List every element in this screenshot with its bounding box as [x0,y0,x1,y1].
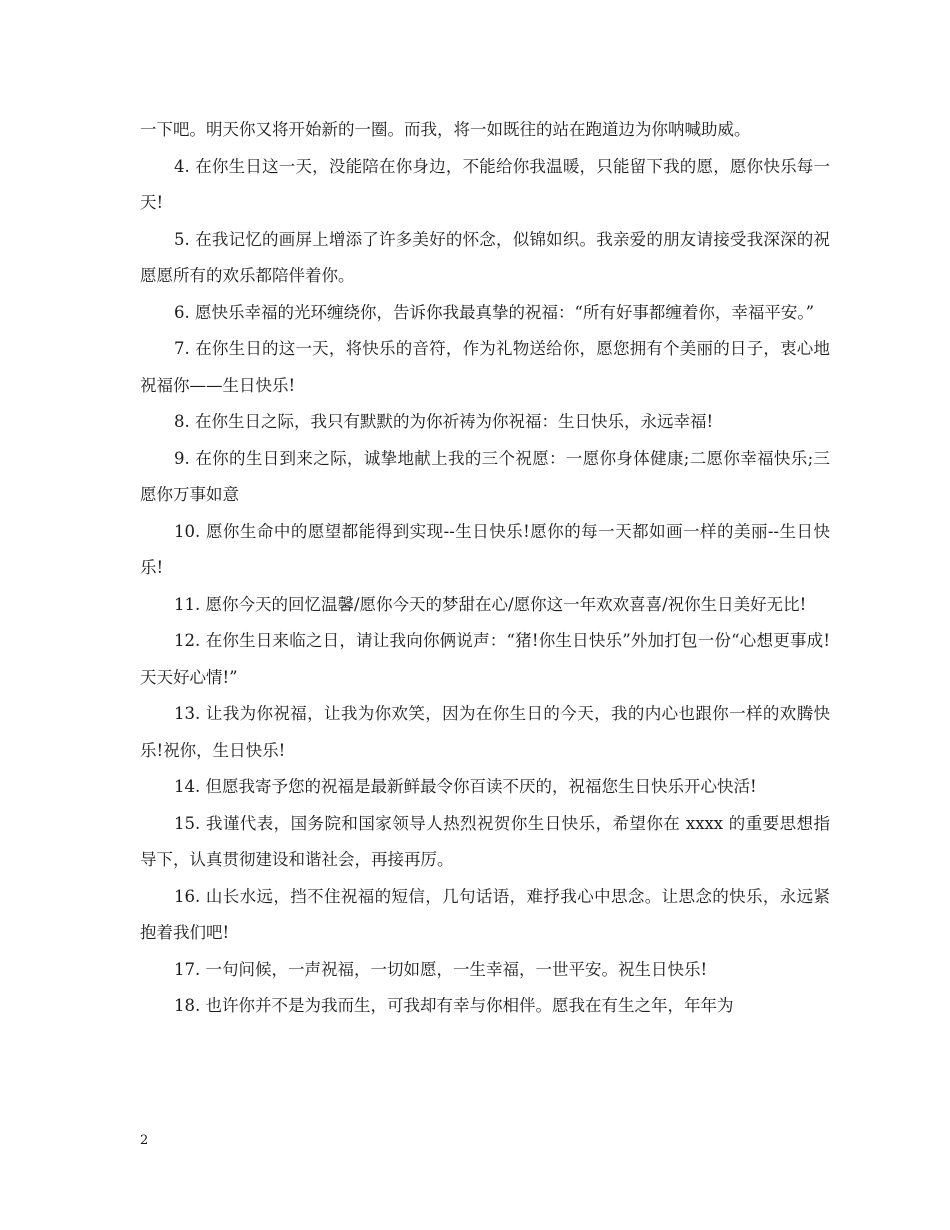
paragraph-item-9: 9. 在你的生日到来之际，诚挚地献上我的三个祝愿：一愿你身体健康;二愿你幸福快乐;三愿你万事如意 [140,448,830,504]
document-body [140,112,830,1025]
paragraph-continuation: 一下吧。明天你又将开始新的一圈。而我，将一如既往的站在跑道边为你呐喊助威。 [140,120,751,139]
paragraph-item-5: 5. 在我记忆的画屏上增添了许多美好的怀念，似锦如织。我亲爱的朋友请接受我深深的祝愿愿所有的欢乐都陪伴着你。 [140,229,830,285]
paragraph-item-10: 10. 愿你生命中的愿望都能得到实现--生日快乐!愿你的每一天都如画一样的美丽--生日快乐! [140,521,830,577]
paragraph-item-6: 6. 愿快乐幸福的光环缠绕你，告诉你我最真挚的祝福：“所有好事都缠着你，幸福平安。” [174,302,815,322]
paragraph-item-15: 15. 我谨代表，国务院和国家领导人热烈祝贺你生日快乐，希望你在 xxxx 的重要思想指导下，认真贯彻建设和谐社会，再接再厉。 [140,813,830,869]
paragraph-item-8: 8. 在你生日之际，我只有默默的为你祈祷为你祝福：生日快乐，永远幸福! [174,412,714,431]
paragraph-item-13: 13. 让我为你祝福，让我为你欢笑，因为在你生日的今天，我的内心也跟你一样的欢腾快乐!祝你，生日快乐! [140,704,830,760]
paragraph-item-18: 18. 也许你并不是为我而生，可我却有幸与你相伴。愿我在有生之年，年年为 [174,996,734,1015]
paragraph-item-11: 11. 愿你今天的回忆温馨/愿你今天的梦甜在心/愿你这一年欢欢喜喜/祝你生日美好无比! [174,594,807,614]
paragraph-item-4: 4. 在你生日这一天，没能陪在你身边，不能给你我温暖，只能留下我的愿，愿你快乐每一天! [140,156,830,212]
paragraph-item-16: 16. 山长水远，挡不住祝福的短信，几句话语，难抒我心中思念。让思念的快乐，永远紧抱着我们吧! [140,886,830,942]
paragraph-item-7: 7. 在你生日的这一天，将快乐的音符，作为礼物送给你，愿您拥有个美丽的日子，衷心地祝福你——生日快乐! [140,339,830,395]
paragraph-item-17: 17. 一句问候，一声祝福，一切如愿，一生幸福，一世平安。祝生日快乐! [174,959,708,979]
paragraph-item-14: 14. 但愿我寄予您的祝福是最新鲜最令你百读不厌的，祝福您生日快乐开心快活! [174,777,757,796]
paragraph-item-12: 12. 在你生日来临之日，请让我向你俩说声：“猪!你生日快乐”外加打包一份“心想更事成!天天好心情!” [140,631,830,687]
page-number: 2 [140,1133,149,1148]
